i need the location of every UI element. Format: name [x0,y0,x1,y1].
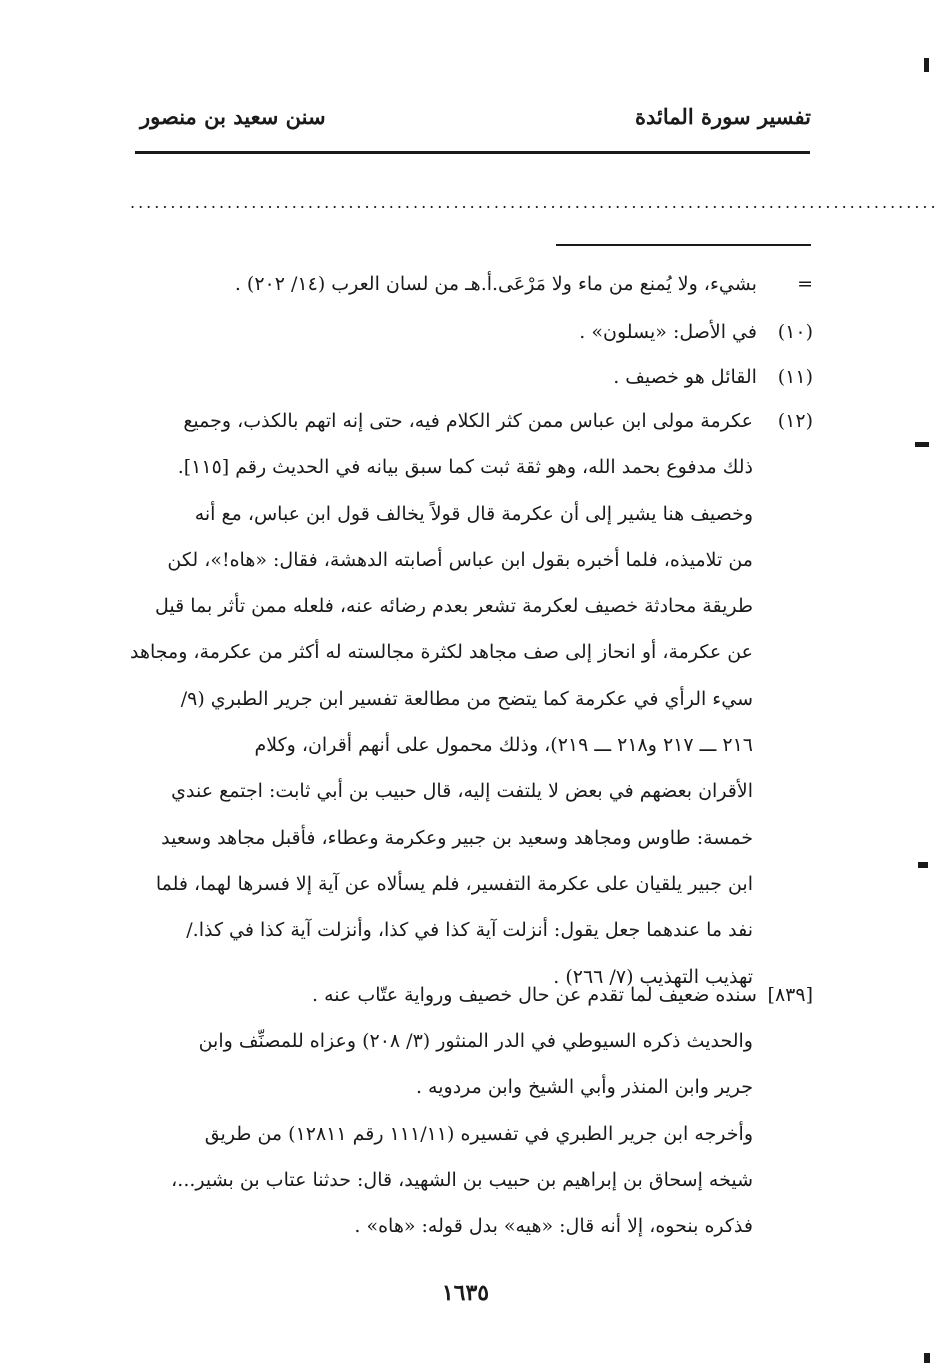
footnote-number: (١٠) [777,321,813,343]
running-header-book-title: سنن سعيد بن منصور [140,104,326,129]
footnote-11 [613,354,813,400]
footnote-continuation [235,261,813,307]
text-line: شيخه إسحاق بن إبراهيم بن حبيب بن الشهيد، قال: حدثنا عتاب بن بشير...، [171,1168,753,1191]
hadith-839-commentary [110,1018,753,1249]
text-line: عكرمة مولى ابن عباس ممن كثر الكلام فيه، حتى إنه اتهم بالكذب، وجميع [183,410,753,432]
text-line: نفد ما عندهما جعل يقول: أنزلت آية كذا في كذا، وأنزلت آية كذا في كذا./ [186,919,753,942]
text-line: سيء الرأي في عكرمة كما يتضح من مطالعة تفسير ابن جرير الطبري (٩/ [180,687,753,710]
footnote-text: القائل هو خصيف . [613,366,757,388]
scan-edge-mark [915,442,929,447]
text-line: ذلك مدفوع بحمد الله، وهو ثقة ثبت كما سبق بيانه في الحديث رقم [١١٥]. [177,456,753,479]
omission-dots: .................................................................................................... [130,193,939,212]
text-line: خمسة: طاوس ومجاهد وسعيد بن جبير وعكرمة وعطاء، فأقبل مجاهد وسعيد [161,826,753,849]
scan-edge-mark [924,1353,930,1363]
footnote-text: في الأصل: «يسلون» . [579,321,757,343]
running-header-surah-title: تفسير سورة المائدة [635,104,811,129]
footnote-number: (١١) [777,366,813,388]
text-line: ٢١٦ ـــ ٢١٧ و٢١٨ ـــ ٢١٩)، وذلك محمول على أنهم أقران، وكلام [254,734,753,757]
text-line: ابن جبير يلقيان على عكرمة التفسير، فلم يسألاه عن آية إلا فسرها لهما، فلما [155,872,753,895]
text-line: من تلاميذه، فلما أخبره بقول ابن عباس أصابته الدهشة، فقال: «هاه!»، لكن [167,548,753,571]
text-line: فذكره بنحوه، إلا أنه قال: «هيه» بدل قوله: «هاه» . [354,1215,753,1238]
scan-edge-mark [924,58,929,72]
footnote-10 [579,309,813,355]
hadith-number: [٨٣٩] [767,984,813,1006]
footnote-12-text [110,398,753,1000]
footnote-marker: = [797,273,813,295]
text-line: الأقران بعضهم في بعض لا يلتفت إليه، قال حبيب بن أبي ثابت: اجتمع عندي [171,780,753,803]
page-number: ١٦٣٥ [441,1280,490,1306]
text-line: عن عكرمة، أو انحاز إلى صف مجاهد لكثرة مجالسته له أكثر من عكرمة، ومجاهد [129,641,753,664]
text-line: تهذيب التهذيب (٧/ ٢٦٦) . [553,965,753,988]
footnote-12-number: (١٢) [777,410,813,432]
text-line: والحديث ذكره السيوطي في الدر المنثور (٣/ ٢٠٨) وعزاه للمصنِّف وابن [198,1030,753,1052]
footnote-separator-rule [556,244,811,246]
text-line: وأخرجه ابن جرير الطبري في تفسيره (١١١/١١ رقم ١٢٨١١) من طريق [204,1122,753,1145]
text-line: طريقة محادثة خصيف لعكرمة تشعر بعدم رضائه عنه، فلعله ممن تأثر بما قيل [154,595,753,618]
text-line: وخصيف هنا يشير إلى أن عكرمة قال قولاً يخالف قول ابن عباس، مع أنه [194,502,753,525]
scan-edge-mark [918,862,928,868]
header-rule [135,151,810,154]
hadith-first-line: سنده ضعيف لما تقدم عن حال خصيف ورواية عتّاب عنه . [311,984,757,1006]
footnote-text: بشيء، ولا يُمنع من ماء ولا مَرْعَى.أ.هـ من لسان العرب (١٤/ ٢٠٢) . [234,273,757,295]
hadith-839-commentary-lead [312,972,813,1018]
text-line: جرير وابن المنذر وأبي الشيخ وابن مردويه . [415,1076,753,1099]
